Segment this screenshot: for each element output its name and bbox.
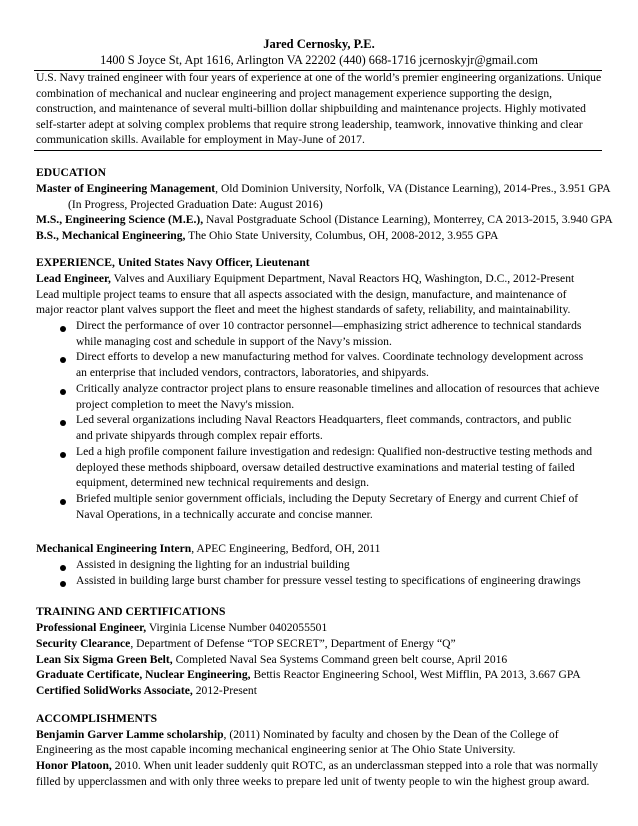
bullet-line: deployed these methods shipboard, oversaw detailed destructive examinations and material testing of failed [76, 461, 575, 474]
bullet-icon [60, 452, 66, 458]
job-title-line: Lead Engineer, Valves and Auxiliary Equipment Department, Naval Reactors HQ, Washington, D.C., 2012-Present [36, 272, 575, 285]
bullet-icon [60, 357, 66, 363]
education-entry: M.S., Engineering Science (M.E.), Naval Postgraduate School (Distance Learning), Monterrey, CA 2013-2015, 3.940 GPA [36, 213, 613, 226]
summary-line: communication skills. Available for employment in May-June of 2017. [36, 133, 365, 146]
job-title-line: Mechanical Engineering Intern, APEC Engineering, Bedford, OH, 2011 [36, 542, 381, 555]
summary-line: self-starter adept at solving complex problems that require strong leadership, teamwork, innovative thinking and clear [36, 118, 583, 131]
experience-heading: EXPERIENCE, United States Navy Officer, Lieutenant [36, 256, 310, 269]
job-intro-line: Lead multiple project teams to ensure that all aspects associated with the design, manufacture, and maintenance of [36, 288, 567, 301]
accomplishment-entry: Honor Platoon, 2010. When unit leader suddenly quit ROTC, as an underclassman stepped into a role that was normally [36, 759, 599, 772]
summary-line: construction, and maintenance of several multi-billion dollar shipbuilding and maintenance projects. Highly motivated [36, 102, 586, 115]
bullet-line: Briefed multiple senior government officials, including the Deputy Secretary of Energy and current Chief of [76, 492, 579, 505]
job-intro-line: major reactor plant valves support the fleet and meet the highest standards of safety, reliability, and maintainability. [36, 303, 571, 316]
bullet-line: while managing cost and schedule in support of the Navy’s mission. [76, 335, 392, 348]
bullet-icon [60, 581, 66, 587]
training-entry: Security Clearance, Department of Defense “TOP SECRET”, Department of Energy “Q” [36, 637, 456, 650]
accomplishments-heading: ACCOMPLISHMENTS [36, 712, 158, 725]
bullet-line: Assisted in designing the lighting for an industrial building [76, 558, 350, 571]
candidate-name: Jared Cernosky, P.E. [263, 37, 375, 51]
education-entry: B.S., Mechanical Engineering, The Ohio State University, Columbus, OH, 2008-2012, 3.955 GPA [36, 229, 499, 242]
bullet-icon [60, 499, 66, 505]
bullet-line: Assisted in building large burst chamber for pressure vessel testing to specifications of engineering drawings [76, 574, 581, 587]
summary-line: combination of mechanical and nuclear engineering and project management experience supporting the design, [36, 87, 553, 100]
training-heading: TRAINING AND CERTIFICATIONS [36, 605, 226, 618]
bullet-line: Led several organizations including Naval Reactors Headquarters, fleet commands, contractors, and public [76, 413, 572, 426]
bullet-line: project completion to meet the Navy's mission. [76, 398, 295, 411]
bullet-icon [60, 420, 66, 426]
summary-line: U.S. Navy trained engineer with four years of experience at one of the world’s premier engineering organizations. Unique [36, 71, 602, 84]
training-entry: Lean Six Sigma Green Belt, Completed Naval Sea Systems Command green belt course, April 2016 [36, 653, 508, 666]
bullet-line: Direct the performance of over 10 contractor personnel—emphasizing strict adherence to technical standards [76, 319, 582, 332]
education-entry-note: (In Progress, Projected Graduation Date: August 2016) [68, 198, 323, 211]
training-entry: Graduate Certificate, Nuclear Engineering, Bettis Reactor Engineering School, West Mifflin, PA 2013, 3.667 GPA [36, 668, 581, 681]
bullet-line: Direct efforts to develop a new manufacturing method for valves. Coordinate technology development across [76, 350, 584, 363]
training-entry: Certified SolidWorks Associate, 2012-Present [36, 684, 257, 697]
accomplishment-line: Engineering as the most capable incoming mechanical engineering senior at The Ohio State University. [36, 743, 516, 756]
bullet-line: equipment, determined new technical requirements and design. [76, 476, 369, 489]
contact-info: 1400 S Joyce St, Apt 1616, Arlington VA 22202 (440) 668-1716 jcernoskyjr@gmail.com [100, 53, 538, 67]
accomplishment-line: filled by upperclassmen and with only three weeks to prepare led unit of twenty people to win the highest group award. [36, 775, 590, 788]
education-heading: EDUCATION [36, 166, 106, 179]
bullet-line: and private shipyards through complex repair efforts. [76, 429, 323, 442]
education-entry: Master of Engineering Management, Old Dominion University, Norfolk, VA (Distance Learning), 2014-Pres., 3.951 GPA [36, 182, 611, 195]
bullet-line: Led a high profile component failure investigation and redesign: Qualified non-destructive testing methods and [76, 445, 593, 458]
bullet-line: Naval Operations, in a technically accurate and concise manner. [76, 508, 373, 521]
bullet-icon [60, 326, 66, 332]
bullet-line: an enterprise that included vendors, contractors, laboratories, and shipyards. [76, 366, 429, 379]
summary-divider [34, 150, 602, 151]
training-entry: Professional Engineer, Virginia License Number 0402055501 [36, 621, 328, 634]
bullet-line: Critically analyze contractor project plans to ensure reasonable timelines and allocation of resources that achieve [76, 382, 600, 395]
bullet-icon [60, 389, 66, 395]
accomplishment-entry: Benjamin Garver Lamme scholarship, (2011) Nominated by faculty and chosen by the Dean of the College of [36, 728, 559, 741]
bullet-icon [60, 565, 66, 571]
